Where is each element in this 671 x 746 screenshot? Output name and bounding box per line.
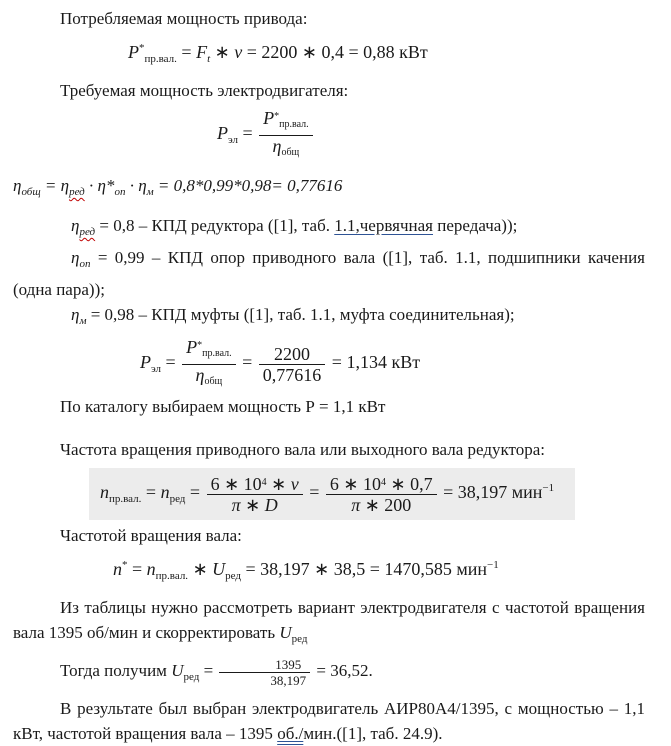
item-gear-efficiency: $\eta_{ред} = 0,8$ – КПД редуктора ([1], таб. 1.1,червячная передача)); (71, 216, 518, 238)
item-bearing-efficiency: $\eta_{оп} = 0,99$ – КПД опор приводного вала ([1], таб. 1.1, подшипники качения (одна пара)); (13, 248, 645, 299)
item-coupling-efficiency: $\eta_м = 0,98$ – КПД муфты ([1], таб. 1.1, муфта соединительная); (71, 305, 515, 327)
paragraph-conclusion: В результате был выбран электродвигатель АИР80А4/1395, с мощностью – 1,1 кВт, частотой вращения вала – 1395 об./мин.([1], таб. 24.9). (13, 699, 645, 743)
formula-motor-power-definition: $P_{эл}$ = $\frac{P^*_{пр.вал.}}{\eta_{общ}}$ (217, 107, 645, 163)
paragraph-catalog-power: По каталогу выбираем мощность Р = 1,1 кВт (60, 397, 386, 416)
paragraph-required-motor-power-heading: Требуемая мощность электродвигателя: (60, 81, 349, 100)
formula-motor-shaft-speed: $n^* = n_{пр.вал.}$ ∗ $U_{ред} = 38,197$ ∗ 38,5 = 1470,585 мин$^{-1}$ (113, 559, 499, 582)
formula-drive-shaft-speed: $n_{пр.вал.} = n_{ред}$ = $\frac{6 ∗ 10^4 ∗ v}{\pi ∗ D}$ = $\frac{6 ∗ 10^4 ∗ 0,7}{\pi ∗ 200}$ = 38,197 мин$^{-1}$ (100, 474, 555, 515)
formula-motor-power-result: $P_{эл}$ = $\frac{P^*_{пр.вал.}}{\eta_{общ}}$ = $\frac{2200}{0,77616}$ = 1,134 кВт (140, 336, 645, 392)
paragraph-table-note: Из таблицы нужно рассмотреть вариант электродвигателя с частотой вращения вала 1395 об/мин и скорректировать $U_{ред}$ (13, 598, 645, 645)
line-total-efficiency: $\eta_{общ} = \eta_{ред} \cdot \eta*_{оп} \cdot \eta_м = 0,8*0,99*0,98= 0,77616$ (13, 176, 343, 198)
paragraph-gear-ratio-result: Тогда получим $U_{ред}$ = $\frac{1395}{38,197}$ = 36,52. (60, 656, 373, 688)
formula-consumed-power: $P^*_{пр.вал.} = F_t$ ∗ v = 2200 ∗ 0,4 = 0,88 кВт (128, 42, 428, 65)
paragraph-consumed-power-heading: Потребляемая мощность привода: (60, 9, 308, 28)
paragraph-shaft-rotation-heading: Частотой вращения вала: (60, 526, 242, 545)
highlighted-formula-block (89, 468, 575, 520)
paragraph-shaft-speed-heading: Частота вращения приводного вала или выходного вала редуктора: (60, 440, 546, 459)
